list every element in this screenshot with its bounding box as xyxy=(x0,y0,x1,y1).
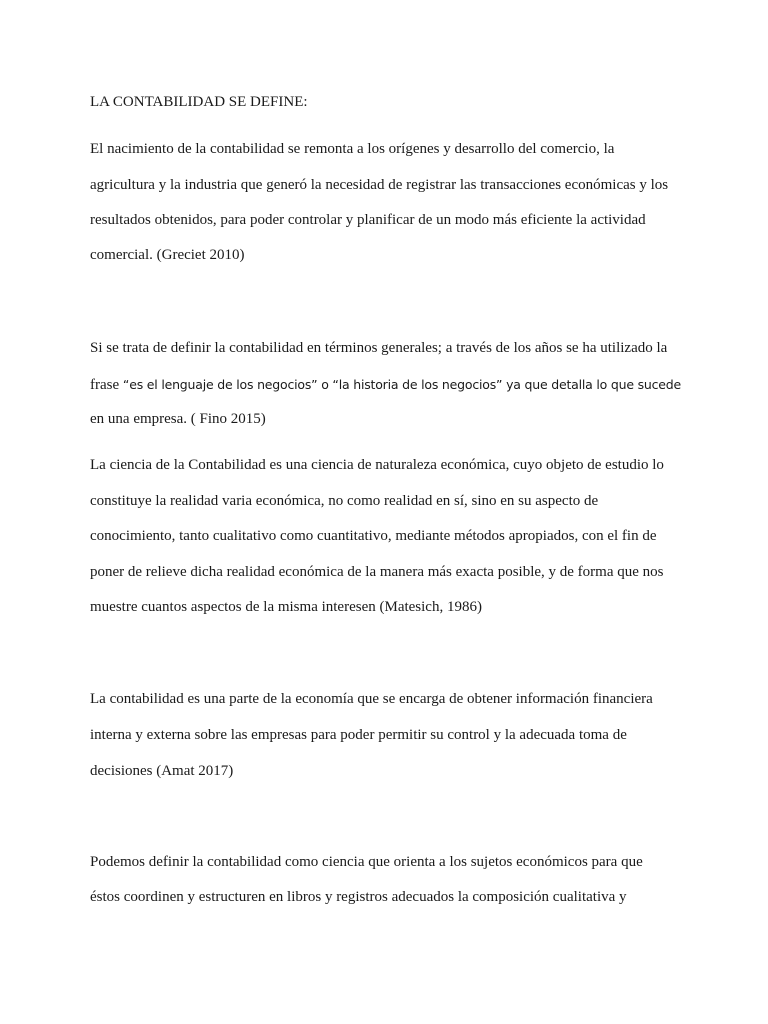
document-heading: LA CONTABILIDAD SE DEFINE: xyxy=(90,94,308,110)
paragraph-line: resultados obtenidos, para poder controlar y planificar de un modo más eficiente la actividad xyxy=(90,212,646,228)
paragraph-line: éstos coordinen y estructuren en libros y registros adecuados la composición cualitativa y xyxy=(90,889,627,905)
paragraph-line: Si se trata de definir la contabilidad en términos generales; a través de los años se ha utilizado la xyxy=(90,340,668,356)
paragraph-line: La ciencia de la Contabilidad es una ciencia de naturaleza económica, cuyo objeto de estudio lo xyxy=(90,457,664,473)
paragraph-line: agricultura y la industria que generó la necesidad de registrar las transacciones económicas y los xyxy=(90,177,669,193)
paragraph-line: poner de relieve dicha realidad económica de la manera más exacta posible, y de forma que nos xyxy=(90,564,664,580)
paragraph-line xyxy=(90,376,681,394)
paragraph-line-serif-fragment: frase xyxy=(90,377,120,393)
paragraph-line: decisiones (Amat 2017) xyxy=(90,763,234,779)
paragraph-line: La contabilidad es una parte de la economía que se encarga de obtener información financiera xyxy=(90,691,653,707)
paragraph-line: conocimiento, tanto cualitativo como cuantitativo, mediante métodos apropiados, con el fin de xyxy=(90,528,657,544)
paragraph-line: El nacimiento de la contabilidad se remonta a los orígenes y desarrollo del comercio, la xyxy=(90,141,615,157)
paragraph-line: constituye la realidad varia económica, no como realidad en sí, sino en su aspecto de xyxy=(90,493,599,509)
paragraph-line-sans-fragment: “es el lenguaje de los negocios” o “la historia de los negocios” ya que detalla lo que sucede xyxy=(119,377,682,392)
paragraph-line: comercial. (Greciet 2010) xyxy=(90,247,245,263)
paragraph-line: muestre cuantos aspectos de la misma interesen (Matesich, 1986) xyxy=(90,599,482,615)
paragraph-line: en una empresa. ( Fino 2015) xyxy=(90,411,266,427)
paragraph-line: Podemos definir la contabilidad como ciencia que orienta a los sujetos económicos para que xyxy=(90,854,643,870)
paragraph-line: interna y externa sobre las empresas para poder permitir su control y la adecuada toma de xyxy=(90,727,627,743)
